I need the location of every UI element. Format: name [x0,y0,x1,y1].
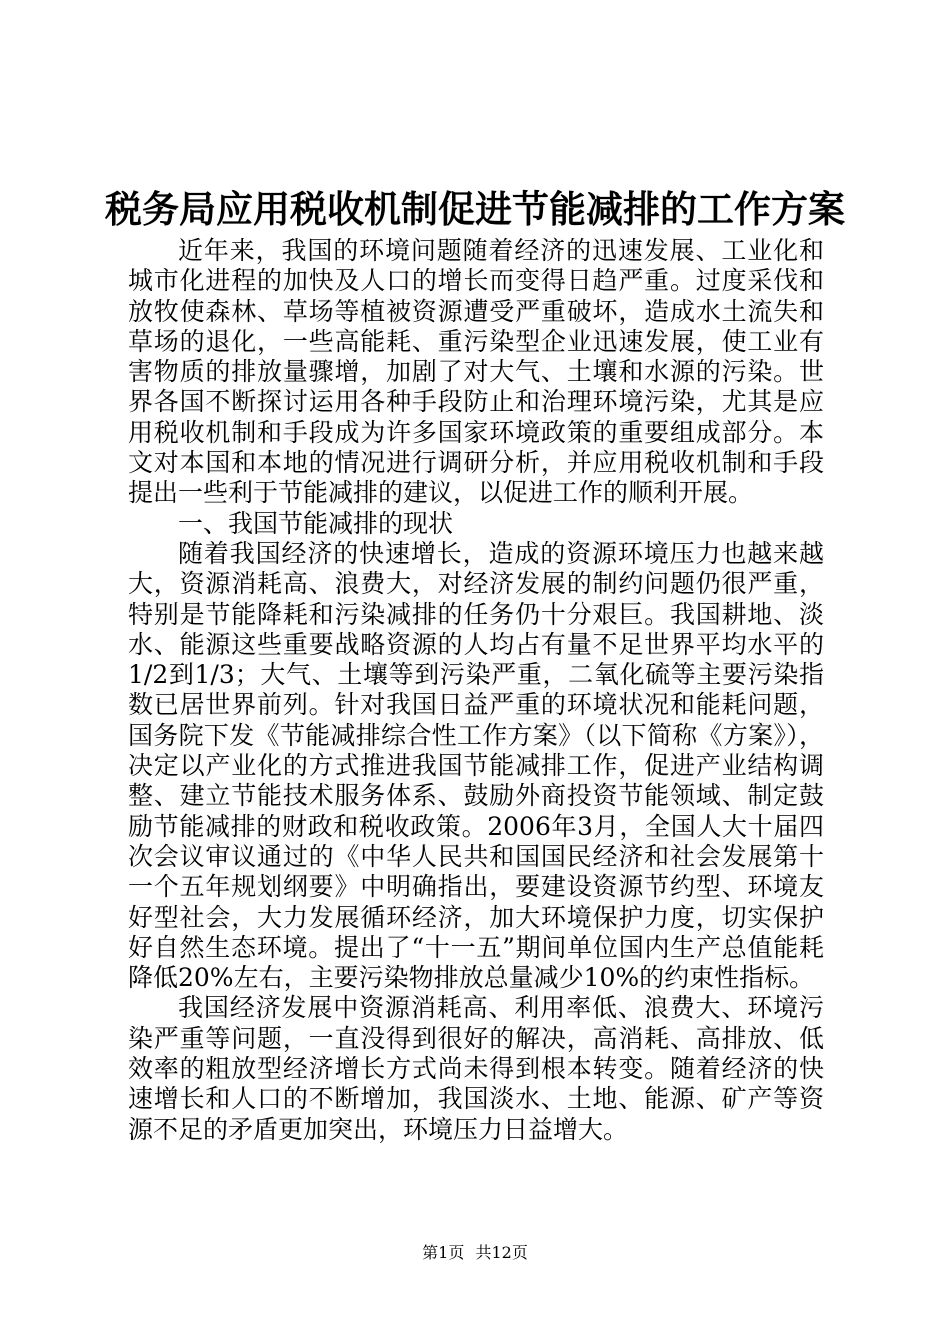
paragraph-intro: 近年来，我国的环境问题随着经济的迅速发展、工业化和城市化进程的加快及人口的增长而变得日趋严重。过度采伐和放牧使森林、草场等植被资源遭受严重破坏，造成水土流失和草场的退化，一些高能耗、重污染型企业迅速发展，使工业有害物质的排放量骤增，加剧了对大气、土壤和水源的污染。世界各国不断探讨运用各种手段防止和治理环境污染，尤其是应用税收机制和手段成为许多国家环境政策的重要组成部分。本文对本国和本地的情况进行调研分析，并应用税收机制和手段提出一些利于节能减排的建议，以促进工作的顺利开展。 [128,236,824,508]
document-body [128,236,824,1145]
page-footer [0,1242,950,1264]
section-heading: 一、我国节能减排的现状 [178,508,454,538]
paragraph-status: 随着我国经济的快速增长，造成的资源环境压力也越来越大，资源消耗高、浪费大，对经济发展的制约问题仍很严重，特别是节能降耗和污染减排的任务仍十分艰巨。我国耕地、淡水、能源这些重要战略资源的人均占有量不足世界平均水平的1/2到1/3；大气、土壤等到污染严重，二氧化硫等主要污染指数已居世界前列。针对我国日益严重的环境状况和能耗问题，国务院下发《节能减排综合性工作方案》（以下简称《方案》），决定以产业化的方式推进我国节能减排工作，促进产业结构调整、建立节能技术服务体系、鼓励外商投资节能领域、制定鼓励节能减排的财政和税收政策。2006年3月，全国人大十届四次会议审议通过的《中华人民共和国国民经济和社会发展第十一个五年规划纲要》中明确指出，要建设资源节约型、环境友好型社会，大力发展循环经济，加大环境保护力度，切实保护好自然生态环境。提出了“十一五”期间单位国内生产总值能耗降低20%左右，主要污染物排放总量减少10%的约束性指标。 [128,538,824,993]
page-total: 共12页 [475,1243,528,1262]
paragraph-problems: 我国经济发展中资源消耗高、利用率低、浪费大、环境污染严重等问题，一直没得到很好的解决，高消耗、高排放、低效率的粗放型经济增长方式尚未得到根本转变。随着经济的快速增长和人口的不断增加，我国淡水、土地、能源、矿产等资源不足的矛盾更加突出，环境压力日益增大。 [128,993,824,1144]
document-title: 税务局应用税收机制促进节能减排的工作方案 [105,187,845,231]
page-number: 第1页 [422,1243,465,1262]
